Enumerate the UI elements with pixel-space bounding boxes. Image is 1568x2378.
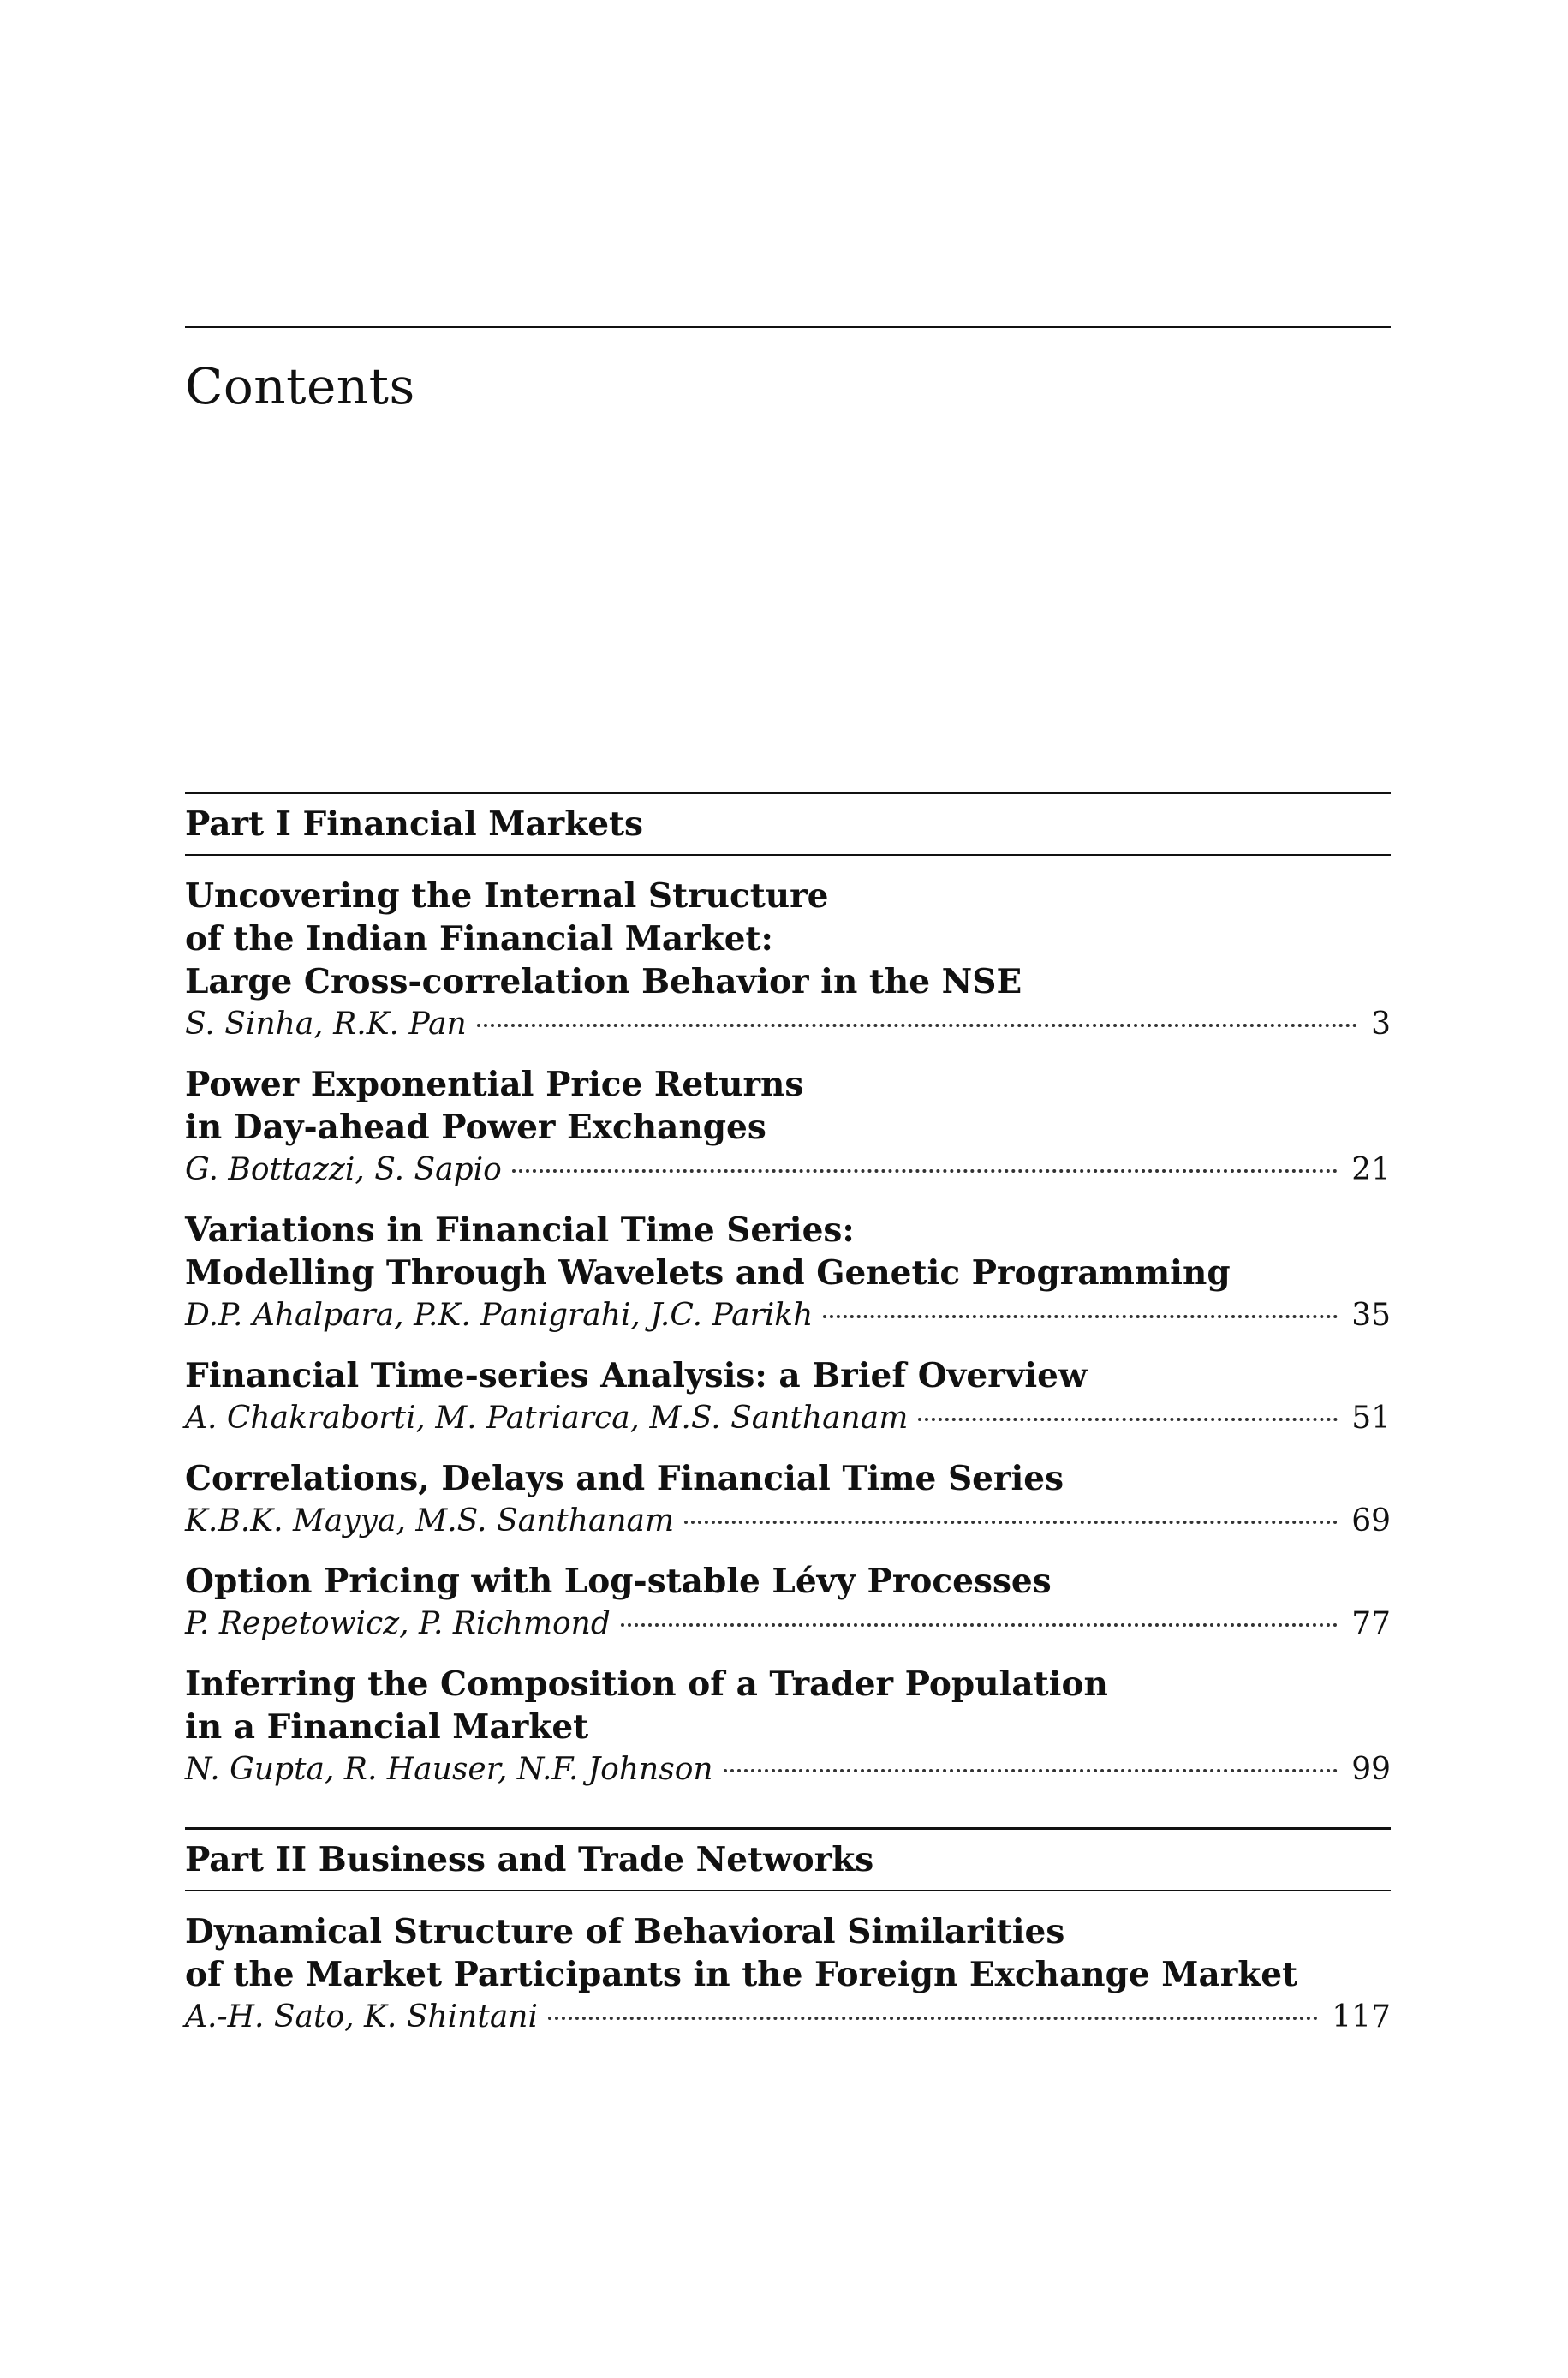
- chapter-title-line: Power Exponential Price Returns: [185, 1065, 804, 1104]
- dot-leader: [621, 1623, 1338, 1627]
- dot-leader: [477, 1024, 1357, 1027]
- page-number: 69: [1351, 1503, 1391, 1539]
- chapter-title: [185, 1354, 1391, 1397]
- chapter-title-line: Dynamical Structure of Behavioral Similarities: [185, 1912, 1065, 1951]
- chapter-title-line: of the Indian Financial Market:: [185, 919, 773, 959]
- page-number: 3: [1371, 1007, 1391, 1042]
- chapter-title-line: of the Market Participants in the Foreign Exchange Market: [185, 1955, 1298, 1994]
- author-page-row: [185, 1294, 1391, 1337]
- author-page-row: [185, 1603, 1391, 1646]
- toc-entry[interactable]: [185, 875, 1391, 1046]
- chapter-title: [185, 1910, 1391, 1996]
- toc-entry[interactable]: [185, 1457, 1391, 1543]
- chapter-authors: A. Chakraborti, M. Patriarca, M.S. Santhanam: [185, 1401, 909, 1436]
- chapter-title: [185, 1560, 1391, 1603]
- dot-leader: [684, 1521, 1338, 1524]
- chapter-authors: N. Gupta, R. Hauser, N.F. Johnson: [185, 1752, 713, 1787]
- dot-leader: [823, 1315, 1338, 1318]
- dot-leader: [724, 1769, 1338, 1772]
- heading-rule: [185, 326, 1391, 328]
- chapter-title-line: in a Financial Market: [185, 1707, 589, 1747]
- chapter-title-line: Financial Time-series Analysis: a Brief Overview: [185, 1356, 1088, 1395]
- chapter-title-line: Uncovering the Internal Structure: [185, 876, 829, 916]
- toc-part: [185, 792, 1391, 1791]
- chapter-authors: S. Sinha, R.K. Pan: [185, 1007, 467, 1042]
- chapter-title: [185, 875, 1391, 1003]
- chapter-title-line: Option Pricing with Log-stable Lévy Processes: [185, 1562, 1052, 1601]
- page-number: 77: [1351, 1606, 1391, 1641]
- part-entries: [185, 1891, 1391, 2039]
- author-page-row: [185, 1748, 1391, 1791]
- chapter-title: [185, 1209, 1391, 1294]
- chapter-authors: D.P. Ahalpara, P.K. Panigrahi, J.C. Parikh: [185, 1298, 814, 1333]
- chapter-authors: A.-H. Sato, K. Shintani: [185, 1999, 538, 2034]
- chapter-title-line: Large Cross-correlation Behavior in the NSE: [185, 962, 1022, 1001]
- toc-part: [185, 1827, 1391, 2039]
- chapter-authors: K.B.K. Mayya, M.S. Santhanam: [185, 1503, 675, 1539]
- page-number: 21: [1351, 1152, 1391, 1187]
- page-number: 35: [1351, 1298, 1391, 1333]
- author-page-row: [185, 1996, 1391, 2039]
- part-heading: Part I Financial Markets: [185, 792, 1391, 856]
- author-page-row: [185, 1003, 1391, 1046]
- toc-entry[interactable]: [185, 1209, 1391, 1337]
- part-entries: [185, 856, 1391, 1791]
- chapter-title: [185, 1063, 1391, 1149]
- toc-entry[interactable]: [185, 1063, 1391, 1192]
- page-title: Contents: [185, 357, 415, 415]
- chapter-title-line: Modelling Through Wavelets and Genetic Programming: [185, 1253, 1231, 1293]
- page-number: 99: [1351, 1752, 1391, 1787]
- part-heading: Part II Business and Trade Networks: [185, 1827, 1391, 1891]
- chapter-title-line: in Day-ahead Power Exchanges: [185, 1108, 766, 1147]
- chapter-title: [185, 1457, 1391, 1500]
- chapter-title-line: Inferring the Composition of a Trader Population: [185, 1664, 1108, 1704]
- toc-entry[interactable]: [185, 1663, 1391, 1791]
- author-page-row: [185, 1500, 1391, 1543]
- chapter-authors: P. Repetowicz, P. Richmond: [185, 1606, 611, 1641]
- book-page: [185, 0, 1391, 2378]
- chapter-title-line: Correlations, Delays and Financial Time Series: [185, 1459, 1064, 1498]
- chapter-title: [185, 1663, 1391, 1748]
- author-page-row: [185, 1397, 1391, 1440]
- toc-entry[interactable]: [185, 1560, 1391, 1646]
- dot-leader: [548, 2017, 1318, 2020]
- table-of-contents: [185, 792, 1391, 2056]
- dot-leader: [512, 1169, 1338, 1173]
- chapter-authors: G. Bottazzi, S. Sapio: [185, 1152, 502, 1187]
- toc-entry[interactable]: [185, 1910, 1391, 2039]
- dot-leader: [918, 1418, 1338, 1421]
- page-number: 51: [1351, 1401, 1391, 1436]
- toc-entry[interactable]: [185, 1354, 1391, 1440]
- author-page-row: [185, 1149, 1391, 1192]
- chapter-title-line: Variations in Financial Time Series:: [185, 1210, 855, 1250]
- page-number: 117: [1332, 1999, 1391, 2034]
